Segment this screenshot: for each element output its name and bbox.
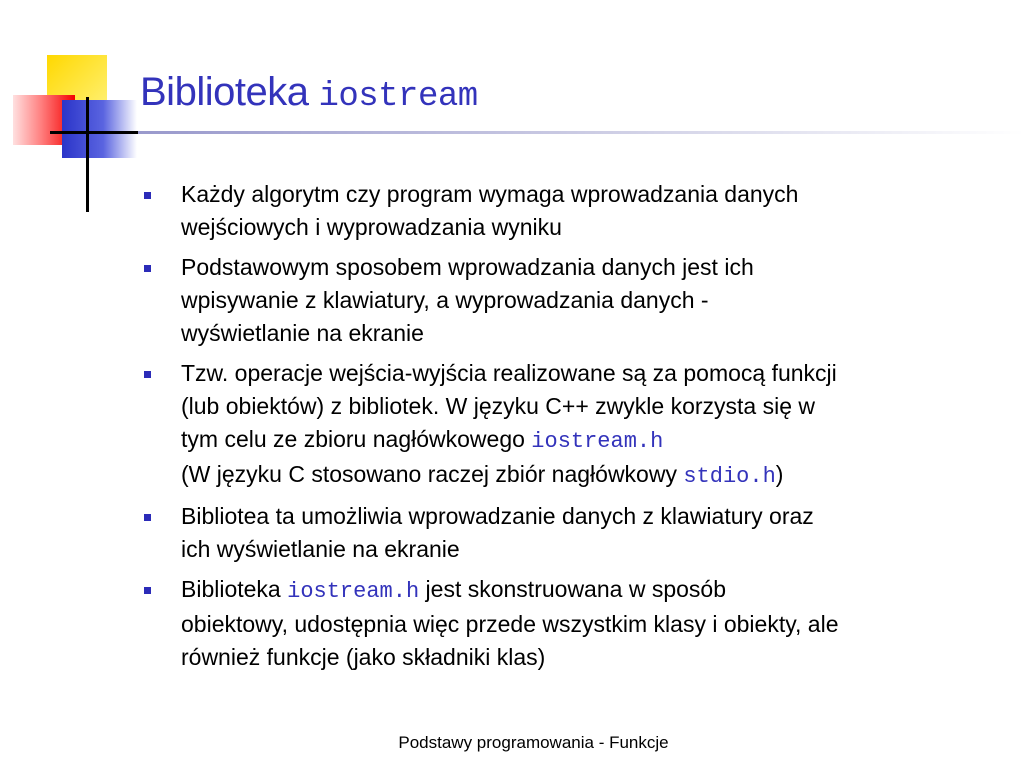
bullet-3-line-3-code: iostream.h [531, 429, 664, 454]
bullet-5-line-3: również funkcje (jako składniki klas) [181, 644, 546, 670]
bullet-item-1 [144, 178, 1004, 244]
slide-footer: Podstawy programowania - Funkcje [398, 733, 669, 752]
title-underline [138, 131, 1024, 134]
bullet-square-icon [144, 265, 151, 272]
bullet-item-2 [144, 251, 1004, 350]
slide-title-text: Biblioteka [140, 70, 309, 114]
bullet-2-line-3: wyświetlanie na ekranie [181, 320, 424, 346]
bullet-item-5 [144, 573, 1004, 674]
bullet-3-line-4-text: (W języku C stosowano raczej zbiór nagłówkowy [181, 461, 684, 487]
bullet-square-icon [144, 192, 151, 199]
slide-title [140, 70, 478, 116]
bullet-5-line-1-end: jest skonstruowana w sposób [419, 576, 726, 602]
bullet-2-line-2: wpisywanie z klawiatury, a wyprowadzania danych - [181, 287, 709, 313]
bullet-1-line-2: wejściowych i wyprowadzania wyniku [181, 214, 562, 240]
bullet-1-line-1: Każdy algorytm czy program wymaga wprowadzania danych [181, 181, 799, 207]
bullet-5-line-2: obiektowy, udostępnia więc przede wszystkim klasy i obiekty, ale [181, 611, 839, 637]
bullet-square-icon [144, 587, 151, 594]
bullet-3-line-3-text: tym celu ze zbioru nagłówkowego [181, 426, 532, 452]
bullet-square-icon [144, 514, 151, 521]
horizontal-line [50, 131, 140, 134]
bullet-4-line-2: ich wyświetlanie na ekranie [181, 536, 460, 562]
bullet-3-line-4-end: ) [775, 461, 784, 487]
bullet-3-line-1: Tzw. operacje wejścia-wyjścia realizowane są za pomocą funkcji [181, 360, 837, 386]
bullet-3-line-4-code: stdio.h [683, 464, 776, 489]
decorative-logo-icon [0, 0, 160, 220]
bullet-5-line-1-code: iostream.h [287, 579, 420, 604]
bullet-4-line-1: Bibliotea ta umożliwia wprowadzanie danych z klawiatury oraz [181, 503, 814, 529]
blue-square-icon [62, 100, 137, 158]
bullet-5-line-1-text: Biblioteka [181, 576, 288, 602]
bullet-2-line-1: Podstawowym sposobem wprowadzania danych jest ich [181, 254, 754, 280]
bullet-list [144, 178, 1004, 681]
bullet-square-icon [144, 371, 151, 378]
vertical-line [86, 97, 89, 212]
slide-title-code: iostream [318, 78, 478, 116]
bullet-item-3 [144, 357, 1004, 493]
bullet-item-4 [144, 500, 1004, 566]
bullet-3-line-2: (lub obiektów) z bibliotek. W języku C++ zwykle korzysta się w [181, 393, 815, 419]
